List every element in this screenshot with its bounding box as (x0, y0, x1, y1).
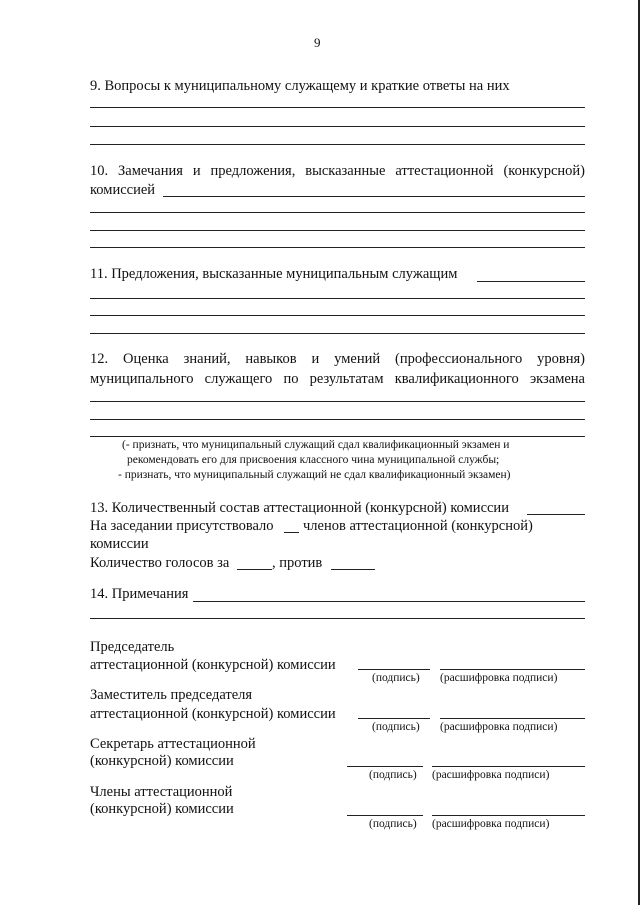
name-decode-caption: (расшифровка подписи) (440, 672, 558, 684)
proposals-line[interactable] (477, 281, 585, 282)
votes-for-field[interactable] (237, 569, 272, 570)
name-decode-caption: (расшифровка подписи) (432, 818, 550, 830)
name-decode-caption: (расшифровка подписи) (440, 721, 558, 733)
deputy-label-cont: аттестационной (конкурсной) комиссии (90, 706, 336, 722)
deputy-label: Заместитель председателя (90, 687, 253, 703)
assessment-note-2: рекомендовать его для присвоения классного чина муниципальной службы; (127, 454, 500, 466)
votes-against-field[interactable] (331, 569, 375, 570)
signature-caption: (подпись) (372, 721, 420, 733)
assessment-note-3: - признать, что муниципальный служащий не сдал квалификационный экзамен) (118, 469, 511, 481)
secretary-signature-field[interactable] (347, 766, 423, 767)
section-14-heading: 14. Примечания (90, 586, 189, 602)
members-signature-field[interactable] (347, 815, 423, 816)
chairman-label: Председатель (90, 639, 175, 655)
chairman-name-field[interactable] (440, 669, 585, 670)
signature-caption: (подпись) (372, 672, 420, 684)
votes-against-label: , против (272, 555, 323, 571)
deputy-name-field[interactable] (440, 718, 585, 719)
signature-caption: (подпись) (369, 818, 417, 830)
attended-count-field[interactable] (284, 532, 299, 533)
proposals-line[interactable] (90, 298, 585, 299)
secretary-label-cont: (конкурсной) комиссии (90, 753, 234, 769)
notes-line[interactable] (90, 618, 585, 619)
attended-label: На заседании присутствовало (90, 518, 274, 534)
proposals-line[interactable] (90, 315, 585, 316)
section-10-heading-cont: комиссией (90, 182, 156, 198)
proposals-line[interactable] (90, 333, 585, 334)
signature-caption: (подпись) (369, 769, 417, 781)
members-name-field[interactable] (432, 815, 585, 816)
section-13-heading: 13. Количественный состав аттестационной (конкурсной) комиссии (90, 500, 509, 516)
assessment-line[interactable] (90, 419, 585, 420)
remarks-line[interactable] (90, 212, 585, 213)
section-10-heading: 10. Замечания и предложения, высказанные аттестационной (конкурсной) (90, 163, 585, 179)
votes-for-label: Количество голосов за (90, 555, 230, 571)
commission-size-field[interactable] (527, 514, 585, 515)
members-label-cont: (конкурсной) комиссии (90, 801, 234, 817)
assessment-note-1: (- признать, что муниципальный служащий сдал квалификационный экзамен и (122, 439, 510, 451)
assessment-line[interactable] (90, 436, 585, 437)
page-number: 9 (314, 35, 321, 50)
chairman-signature-field[interactable] (358, 669, 430, 670)
name-decode-caption: (расшифровка подписи) (432, 769, 550, 781)
chairman-label-cont: аттестационной (конкурсной) комиссии (90, 657, 336, 673)
answer-line[interactable] (90, 107, 585, 108)
secretary-name-field[interactable] (432, 766, 585, 767)
attended-label-cont: членов аттестационной (конкурсной) (303, 518, 533, 534)
section-12-heading-cont: муниципального служащего по результатам квалификационного экзамена (90, 371, 585, 387)
attended-label-end: комиссии (90, 536, 149, 552)
remarks-line[interactable] (163, 196, 585, 197)
remarks-line[interactable] (90, 230, 585, 231)
secretary-label: Секретарь аттестационной (90, 736, 256, 752)
section-12-heading: 12. Оценка знаний, навыков и умений (профессионального уровня) (90, 351, 585, 367)
remarks-line[interactable] (90, 247, 585, 248)
members-label: Члены аттестационной (90, 784, 233, 800)
deputy-signature-field[interactable] (358, 718, 430, 719)
section-11-heading: 11. Предложения, высказанные муниципальным служащим (90, 266, 458, 282)
section-9-heading: 9. Вопросы к муниципальному служащему и краткие ответы на них (90, 78, 510, 94)
assessment-line[interactable] (90, 401, 585, 402)
answer-line[interactable] (90, 126, 585, 127)
answer-line[interactable] (90, 144, 585, 145)
notes-line[interactable] (193, 601, 585, 602)
